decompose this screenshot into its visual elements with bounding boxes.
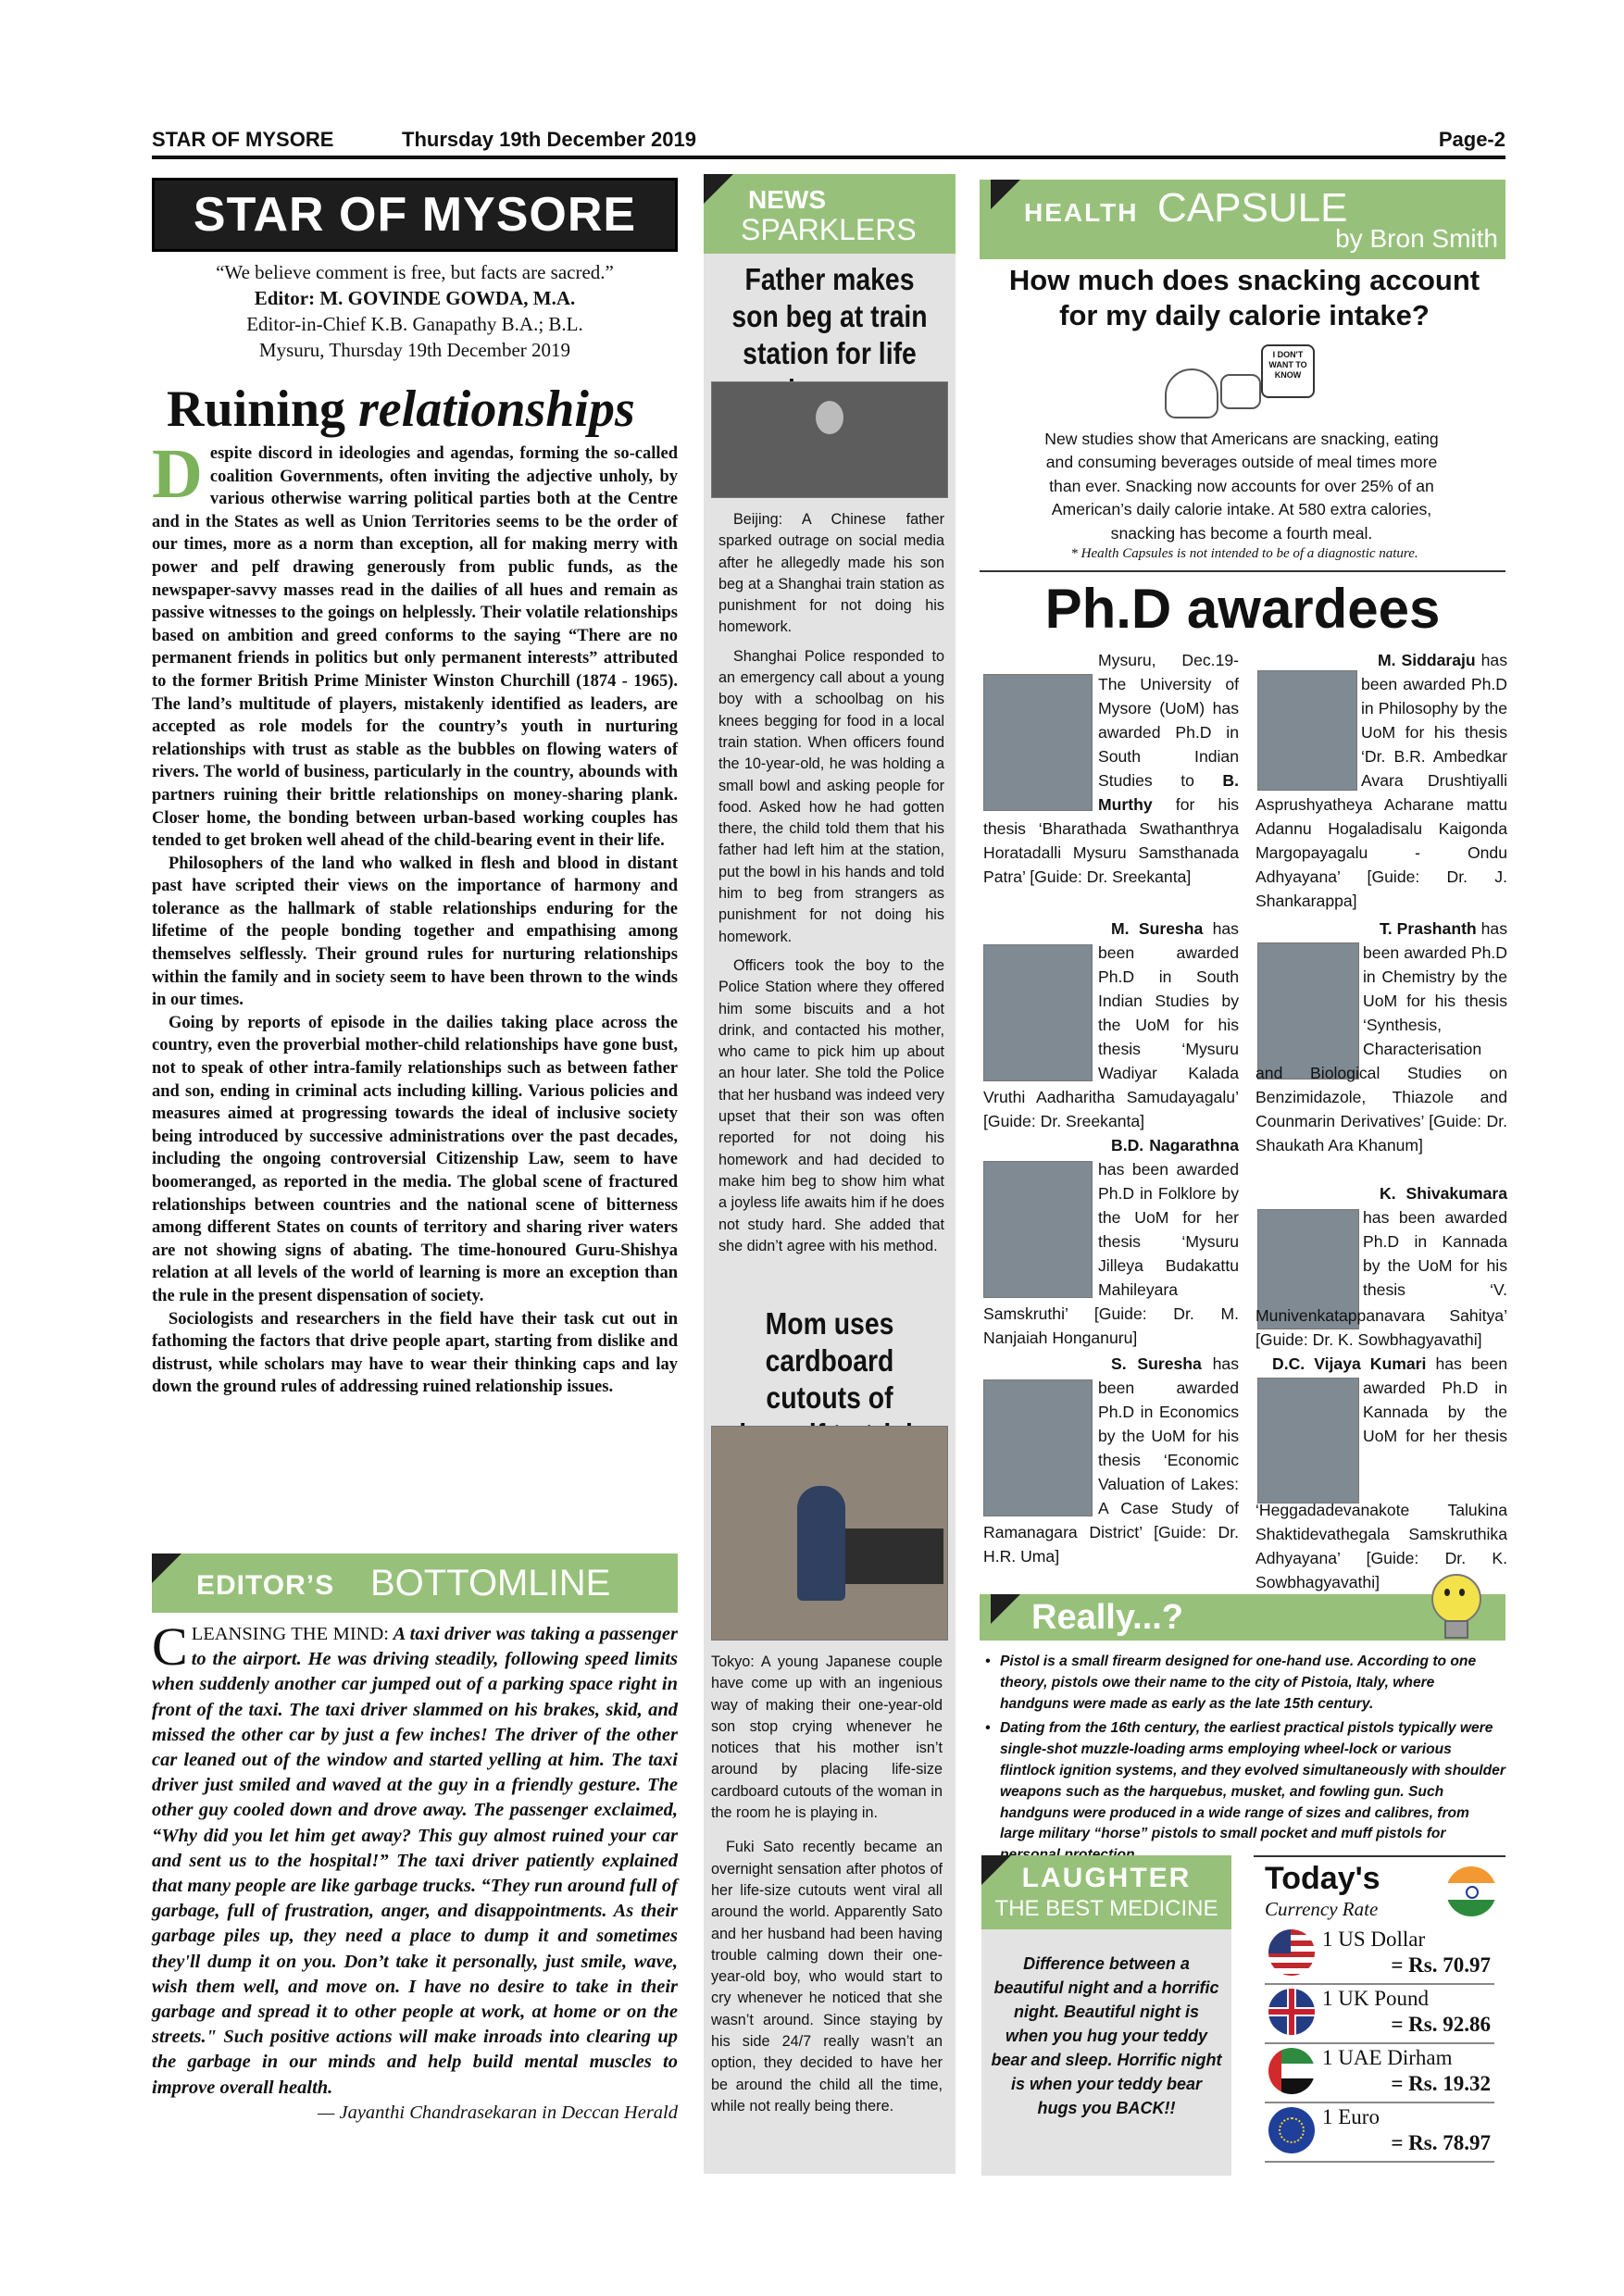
laughter-label-bold: LAUGHTER — [1021, 1863, 1192, 1893]
health-byline: by Bron Smith — [1335, 224, 1498, 253]
cartoon-figure-icon — [1165, 368, 1218, 418]
currency-unit-usd: 1 US Dollar — [1322, 1928, 1426, 1951]
laughter-banner — [981, 1855, 1231, 1929]
health-label-bold: HEALTH — [1024, 198, 1139, 227]
editorial-paragraph-1: espite discord in ideologies and agendas, forming the so-called coalition Governments, often inviting the adjective unholy, by various otherwise warring political parties both at the Centre and in the States as well as Union Territories seems to be the order of our times, more as a norm than exception, all for making merry with power and pelf drawing generously from public funds, as the newspaper-savvy masses read in the dailies of all hues and remain as passive witnesses to the goings on helplessly. Their volatile relationships based on ambition and greed conforms to the saying “There are no permanent friends in politics but only permanent interests” attributed to the former British Prime Minister Winston Churchill (1874 - 1965). The land’s multitude of players, mistakenly identified as leaders, are accepted as role models for the country’s youth in nurturing relationships with trust as stable as the bubbles on flowing waters of rivers. The world of business, particularly in the country, abounds with partners ruining their brittle relationships on money-sharing plank. Closer home, the bonding between urban-based working couples has tended to get broken well ahead of the child-bearing event in their life. — [152, 444, 678, 851]
currency-unit-eur: 1 Euro — [1322, 2105, 1380, 2128]
health-disclaimer: * Health Capsules is not intended to be of a diagnostic nature. — [1070, 546, 1418, 561]
story1-photo — [711, 381, 948, 498]
banner-corner-icon — [991, 180, 1020, 209]
news-label-bold: NEWS — [748, 185, 826, 214]
photo-float-spacer — [983, 1133, 1098, 1279]
running-header — [152, 128, 1505, 159]
phd-prashanth-text: has been awarded Ph.D in Chemistry by the UoM for his thesis ‘Synthesis, Characterisation and Biological Studies on Benzimidazole, Thiazole and Counmarin Derivatives’ [Guide: Dr. Shaukath Ara Khanum] — [1255, 919, 1507, 1154]
eu-flag-icon — [1268, 2107, 1315, 2153]
blurred-face-icon — [816, 401, 843, 434]
cartoon-hand-icon — [1220, 374, 1261, 409]
phd-siddaraju-name: M. Siddaraju — [1378, 651, 1476, 669]
phd-entry-b-murthy — [983, 648, 1239, 889]
really-facts — [983, 1652, 1507, 1866]
health-rule — [980, 570, 1505, 572]
photo-float-spacer — [1255, 1376, 1363, 1498]
currency-unit-aed: 1 UAE Dirham — [1322, 2046, 1453, 2069]
phd-shivakumara-name: K. Shivakumara — [1380, 1184, 1507, 1203]
bottomline-label-bold: EDITOR’S — [196, 1570, 335, 1601]
cartoon-speech-bubble — [1261, 344, 1315, 398]
phd-prashanth-name: T. Prashanth — [1380, 919, 1477, 938]
currency-row-aed — [1265, 2044, 1494, 2103]
bottomline-banner — [152, 1554, 678, 1613]
really-fact-2-text: Dating from the 16th century, the earliest practical pistols typically were single-shot muzzle-loading arms employing wheel-lock or various flintlock ignition systems, and they evolved simultaneously with shoulder weapons such as the harquebus, musket, and fowling gun. Such handguns were produced in a wide range of sizes and calibres, from large military “horse” pistols to small pocket and muff pistols for — [1000, 1720, 1505, 1842]
story1-paragraph-1: Beijing: A Chinese father sparked outrage on social media after he allegedly made his son beg at a Shanghai train station as punishment for not doing his homework. — [718, 511, 944, 636]
phd-nagarathna-text: has been awarded Ph.D in Folklore by the UoM for her thesis ‘Mysuru Jilleya Budakattu Mahileyara Samskruthi’ [Guide: Dr. M. Nanjaiah Honganuru] — [983, 1160, 1239, 1347]
health-cartoon — [1165, 343, 1313, 426]
masthead-info — [152, 259, 678, 363]
phd-murthy-intro: Mysuru, Dec.19- The University of Mysore (UoM) has awarded Ph.D in South Indian Studies to — [1098, 651, 1239, 790]
masthead-title: STAR OF MYSORE — [193, 188, 637, 242]
usa-flag-icon — [1268, 1929, 1315, 1976]
story1-paragraph-3: Officers took the boy to the Police Station where they offered him some biscuits and a hot drink, and contacted his mother, who came to pick him up about an hour later. She told the Police that her husband was indeed very upset that their son was often reported for not doing his homework and had decided to make him beg to show him what a joyless life awaits him if he does not study hard. She added that she didn’t agree with his method. — [718, 956, 944, 1254]
phd-s-suresha-text: has been awarded Ph.D in Economics by the UoM for his thesis ‘Economic Valuation of Lakes: A Case Study of Ramanagara District’ [Guide: Dr. H.R. Uma] — [983, 1354, 1239, 1566]
photo-float-spacer — [1255, 1181, 1363, 1304]
masthead-banner — [152, 178, 678, 252]
phd-entry-dc-vijaya-kumari — [1255, 1352, 1507, 1594]
health-capsule-banner — [980, 180, 1505, 259]
phd-vijaya-kumari-text: has been awarded Ph.D in Kannada by the UoM for her thesis ‘Heggadadevanakote Talukina Shaktidevathegala Samskruthika Adhyayana’ [Guide: Dr. K. Sowbhagyavathi] — [1255, 1354, 1507, 1591]
cartoon-speech-text: I DON'T WANT TO KNOW — [1268, 350, 1307, 380]
masthead-editor: Editor: M. GOVINDE GOWDA, M.A. — [254, 287, 576, 309]
story2-paragraph-1: Tokyo: A young Japanese couple have come up with an ingenious way of making their one-year-old son stop crying whenever he notices that his mother isn’t around by placing life-size cardboard cutouts of the woman in the room he is playing in. — [711, 1653, 943, 1822]
bullet-icon: • — [985, 1720, 991, 1737]
news-sparklers-banner — [704, 174, 956, 254]
phd-shivakumara-text: has been awarded Ph.D in Kannada by the UoM for his thesis ‘V. Munivenkatappanavara Sahitya’ [Guide: Dr. K. Sowbhagyavathi] — [1255, 1208, 1507, 1349]
phd-entry-m-siddaraju — [1255, 648, 1507, 913]
banner-corner-icon — [704, 174, 733, 204]
currency-value-eur: = Rs. 78.97 — [1391, 2131, 1491, 2154]
laughter-box — [981, 1855, 1231, 2176]
sofa-shape — [832, 1529, 943, 1584]
phd-vijaya-kumari-name: D.C. Vijaya Kumari — [1272, 1354, 1427, 1373]
bottomline-lead: LEANSING THE MIND: — [191, 1624, 389, 1644]
editorial-paragraph-2: Philosophers of the land who walked in flesh and blood in distant past have scripted their views on the importance of harmony and tolerance as the hallmark of stable relationships enduring for the lifetime of the people bonding together and empathising among themselves selflessly. Their ground rules for nurturing relationships within the family and in society seem to have been thrown to the winds in our times. — [152, 854, 678, 1010]
really-fact-1-text: Pistol is a small firearm designed for one-hand use. According to one theory, pistols owe their name to the city of Pistoia, Italy, where handguns were made as early as the late 15th century. — [1000, 1653, 1477, 1712]
phd-siddaraju-text: has been awarded Ph.D in Philosophy by the UoM for his thesis ‘Dr. B.R. Ambedkar Avara Drushtiyalli Asprushyatheya Acharane mattu Adannu Hogaladisalu Kaigonda Margopayagalu - Ondu Adhyayana’ [Guide: Dr. J. Shankarappa] — [1255, 651, 1507, 910]
photo-float-spacer — [983, 648, 1098, 817]
story2-body — [711, 1652, 943, 2117]
really-fact-2 — [983, 1718, 1507, 1866]
currency-row-usd — [1265, 1926, 1494, 1985]
header-page-number: Page-2 — [1438, 128, 1505, 151]
masthead-motto: “We believe comment is free, but facts are sacred.” — [216, 261, 614, 283]
photo-float-spacer — [983, 1352, 1098, 1498]
photo-float-spacer — [1255, 917, 1363, 1061]
phd-entry-s-suresha — [983, 1352, 1239, 1568]
uae-flag-icon — [1268, 2048, 1315, 2094]
currency-row-eur — [1265, 2103, 1494, 2163]
editorial-headline-word: Ruining — [167, 381, 358, 438]
currency-subtitle: Currency Rate — [1265, 1898, 1379, 1920]
story2-photo — [711, 1426, 948, 1641]
currency-row-gbp — [1265, 1985, 1494, 2044]
india-flag-icon — [1446, 1866, 1496, 1916]
banner-corner-icon — [152, 1554, 181, 1583]
bottomline-body — [152, 1616, 678, 2126]
phd-murthy-name: B. Murthy — [1098, 771, 1239, 814]
currency-title: Today's — [1265, 1861, 1380, 1896]
uk-flag-icon — [1268, 1989, 1315, 2035]
laughter-joke: Difference between a beautiful night and a horrific night. Beautiful night is when you hug your teddy bear and sleep. Horrific night is when your teddy bear hugs you BACK!! — [991, 1954, 1222, 2117]
phd-murthy-thesis: for his thesis ‘Bharathada Swathanthrya Horatadalli Mysuru Samsthanada Patra’ [Guide: Dr. Sreekanta] — [983, 795, 1239, 886]
phd-entry-k-shivakumara — [1255, 1181, 1507, 1352]
masthead-place-date: Mysuru, Thursday 19th December 2019 — [258, 339, 571, 361]
really-fact-1 — [983, 1652, 1507, 1715]
editorial-paragraph-4: Sociologists and researchers in the field have their task cut out in fathoming the factors that drive people apart, starting from dislike and distrust, while scholars may have to wear their thinking caps and lay down the ground rules of addressing ruined relationship issues. — [152, 1309, 678, 1397]
news-label: SPARKLERS — [741, 213, 917, 246]
header-rule — [152, 156, 1505, 159]
health-body: New studies show that Americans are snacking, eating and consuming beverages outside of meal times more than ever. Snacking now accounts for over 25% of an American’s daily calorie intake. At 580 extra calories, snacking has become a fourth meal. — [1044, 430, 1439, 543]
photo-float-spacer — [1255, 648, 1361, 776]
masthead-editor-in-chief: Editor-in-Chief K.B. Ganapathy B.A.; B.L. — [246, 313, 583, 335]
editorial-dropcap: D — [152, 435, 203, 513]
editorial-headline — [167, 381, 685, 437]
story2-headline: Mom uses cardboard cutouts of — [765, 1306, 894, 1415]
story1-headline: Father makes son beg at train station for life — [731, 262, 928, 370]
health-label: CAPSULE — [1157, 185, 1348, 231]
phd-entry-m-suresha — [983, 917, 1239, 1133]
bullet-icon: • — [985, 1653, 991, 1669]
header-date: Thursday 19th December 2019 — [402, 128, 696, 151]
lightbulb-icon — [1426, 1574, 1483, 1641]
editorial-body — [152, 435, 678, 1399]
phd-m-suresha-text: has been awarded Ph.D in South Indian Studies by the UoM for his thesis ‘Mysuru Wadiyar Kalada Vruthi Aadharitha Samudayagalu’ [Guide: Dr. Sreekanta] — [983, 919, 1239, 1130]
phd-title: Ph.D awardees — [1044, 578, 1441, 640]
bottomline-text: A taxi driver was taking a passenger to the airport. He was driving steadily, following speed limits when suddenly another car jumped out of a parking space right in front of the taxi. The taxi driver slammed on his brakes, skid, and missed the other car by just a few inches! The driver of the other car leaned out of the window and started yelling at him. The taxi driver just smiled and waved at the guy in a friendly gesture. The other guy cooled down and drove away. The passenger exclaimed, “Why did you let him get away? This guy almost ruined your car and sent us to the hospital!” The taxi driver patiently explained that many people are like garbage trucks. “They run around full of garbage, full of frustration, anger, and disappointments. As their garbage piles up, they need a place to dump it and sometimes they'll dump it on you. Don’t take it personally, just smile, wave, wish them well, and move on. I have no desire to take in their garbage and spread it to other people at work, at home or on the streets." Such positive actions will make inroads into clearing up the garbage in our minds and help build mental muscles to improve overall health. — [152, 1624, 678, 2098]
editorial-paragraph-3: Going by reports of episode in the dailies taking place across the country, even the proverbial mother-child relationships have gone bust, not to speak of other intra-family relationships such as between father and son, ending in criminal acts including killing. Various policies and measures aimed at progressing towards the ideal of inclusive society being introduced by successive administrations over the past decades, including the ongoing controversial Citizenship Law, seem to have boomeranged, as reported in the media. The global scene of fractured relationships between countries and the national scene of bitterness among different States on counts of territory and sharing river waters are not showing signs of abating. The time-honoured Guru-Shishya relation at all levels of the world of learning is more an exception than the rule in the present dispensation of society. — [152, 1013, 678, 1305]
phd-s-suresha-name: S. Suresha — [1111, 1354, 1202, 1373]
phd-entry-t-prashanth — [1255, 917, 1507, 1157]
phd-nagarathna-name: B.D. Nagarathna — [1111, 1136, 1239, 1154]
bottomline-label: BOTTOMLINE — [370, 1563, 611, 1603]
banner-corner-icon — [991, 1594, 1020, 1624]
health-question: How much does snacking account for my daily calorie intake? — [1008, 264, 1480, 331]
bottomline-dropcap: C — [152, 1616, 188, 1677]
phd-entry-bd-nagarathna — [983, 1133, 1239, 1350]
currency-value-aed: = Rs. 19.32 — [1391, 2072, 1491, 2095]
bottomline-credit: — Jayanthi Chandrasekaran in Deccan Herald — [318, 2102, 678, 2123]
laughter-label: THE BEST MEDICINE — [994, 1896, 1218, 1921]
editorial-headline-italic: relationships — [358, 381, 635, 438]
story1-body — [718, 509, 944, 1257]
header-paper-name: STAR OF MYSORE — [152, 128, 334, 151]
story2-paragraph-2: Fuki Sato recently became an overnight sensation after photos of her life-size cutouts went viral all around the world. Apparently Sato and her husband had been having trouble calming down their one-year-old boy, who would start to cry whenever he noticed that she wasn’t around. Since staying by his side 24/7 really wasn’t an option, they decided to have her be around the child all the time, while not really being there. — [711, 1839, 943, 2115]
currency-unit-gbp: 1 UK Pound — [1322, 1987, 1430, 2010]
person-shape — [797, 1486, 845, 1601]
currency-value-gbp: = Rs. 92.86 — [1391, 2013, 1491, 2036]
really-title: Really...? — [1031, 1598, 1184, 1637]
phd-m-suresha-name: M. Suresha — [1111, 919, 1204, 938]
photo-float-spacer — [983, 917, 1098, 1063]
story1-paragraph-2: Shanghai Police responded to an emergency call about a young boy with a schoolbag on his knees begging for food in a local train station. When officers found the 10-year-old, he was holding a small bowl and asking people for food. Asked how he had gotten there, the child told them that his father had left him at the station, put the bowl in his hands and told him to beg from strangers as punishment for not doing his homework. — [718, 647, 944, 945]
currency-value-usd: = Rs. 70.97 — [1391, 1953, 1491, 1977]
